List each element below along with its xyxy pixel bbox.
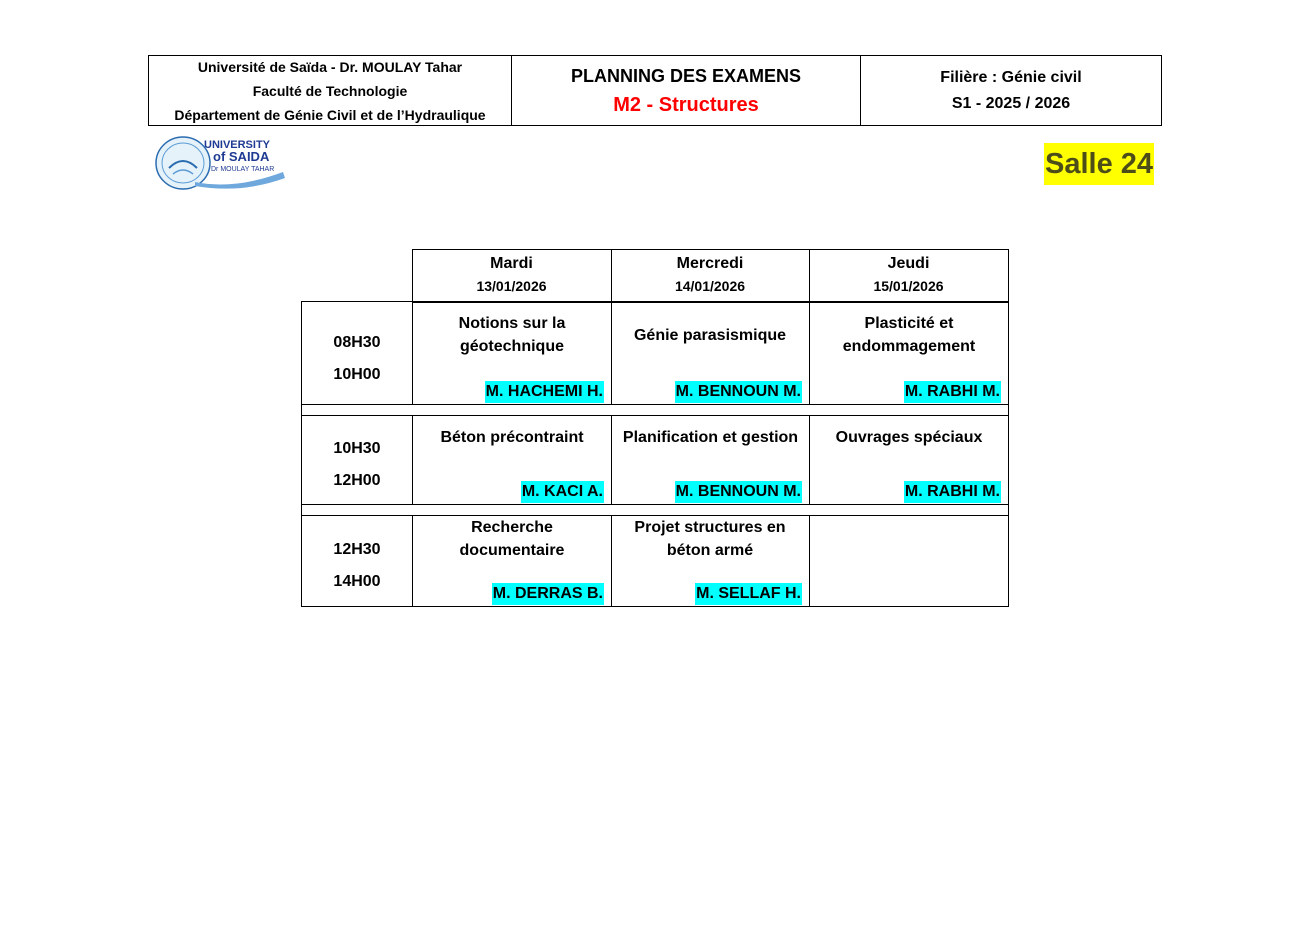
exam-subject: Projet structures en béton armé — [634, 519, 786, 559]
day-name: Jeudi — [887, 255, 930, 272]
exam-subject: Planification et gestion — [622, 429, 799, 446]
day-header-mercredi — [611, 250, 809, 300]
exam-subject: Notions sur la géotechnique — [458, 315, 566, 355]
grid-line — [412, 301, 413, 405]
planning-subtitle: M2 - Structures — [613, 93, 759, 116]
slot-end-time: 14H00 — [333, 573, 381, 590]
day-header-mardi — [412, 250, 611, 300]
day-name: Mardi — [490, 255, 533, 272]
exam-subject: Recherche documentaire — [459, 519, 565, 559]
university-seal-icon — [155, 134, 289, 192]
exam-professor: M. DERRAS B. — [492, 583, 604, 605]
document-header — [148, 55, 1162, 126]
slot-start-time: 12H30 — [333, 541, 381, 558]
institution-block — [149, 56, 512, 125]
exam-subject: Génie parasismique — [633, 327, 787, 344]
exam-professor: M. RABHI M. — [904, 481, 1001, 503]
logo-line3: Dr MOULAY TAHAR — [211, 166, 275, 173]
grid-line — [611, 301, 612, 405]
program-block — [861, 56, 1161, 125]
slot-start-time: 10H30 — [333, 440, 381, 457]
logo-line1: UNIVERSITY — [204, 139, 271, 151]
planning-block — [512, 56, 861, 125]
day-name: Mercredi — [676, 255, 744, 272]
exam-subject: Béton précontraint — [440, 429, 584, 446]
grid-line — [611, 515, 612, 607]
logo-line2: of SAIDA — [213, 149, 270, 164]
university-logo — [155, 134, 289, 192]
exam-professor: M. BENNOUN M. — [675, 381, 802, 403]
day-date: 14/01/2026 — [674, 278, 746, 294]
exam-professor: M. SELLAF H. — [695, 583, 802, 605]
day-date: 13/01/2026 — [476, 278, 547, 294]
filiere-label: Filière : Génie civil — [940, 68, 1082, 86]
exam-professor: M. KACI A. — [521, 481, 604, 503]
exam-subject: Ouvrages spéciaux — [835, 429, 983, 446]
grid-line — [809, 301, 810, 405]
exam-subject: Plasticité et endommagement — [842, 315, 976, 355]
room-badge: Salle 24 — [1044, 143, 1154, 185]
slot-end-time: 12H00 — [333, 472, 381, 489]
day-date: 15/01/2026 — [873, 278, 944, 294]
faculty-name: Faculté de Technologie — [252, 82, 408, 99]
university-name: Université de Saïda - Dr. MOULAY Tahar — [197, 58, 463, 75]
grid-line — [412, 515, 413, 607]
exam-professor: M. HACHEMI H. — [485, 381, 604, 403]
exam-professor: M. RABHI M. — [904, 381, 1001, 403]
grid-line — [809, 515, 810, 607]
planning-title: PLANNING DES EXAMENS — [570, 65, 802, 86]
day-header-jeudi — [809, 250, 1008, 300]
semester-label: S1 - 2025 / 2026 — [951, 94, 1071, 112]
department-name: Département de Génie Civil et de l’Hydraulique — [174, 106, 486, 123]
exam-professor: M. BENNOUN M. — [675, 481, 802, 503]
slot-start-time: 08H30 — [333, 334, 381, 351]
slot-end-time: 10H00 — [333, 366, 381, 383]
